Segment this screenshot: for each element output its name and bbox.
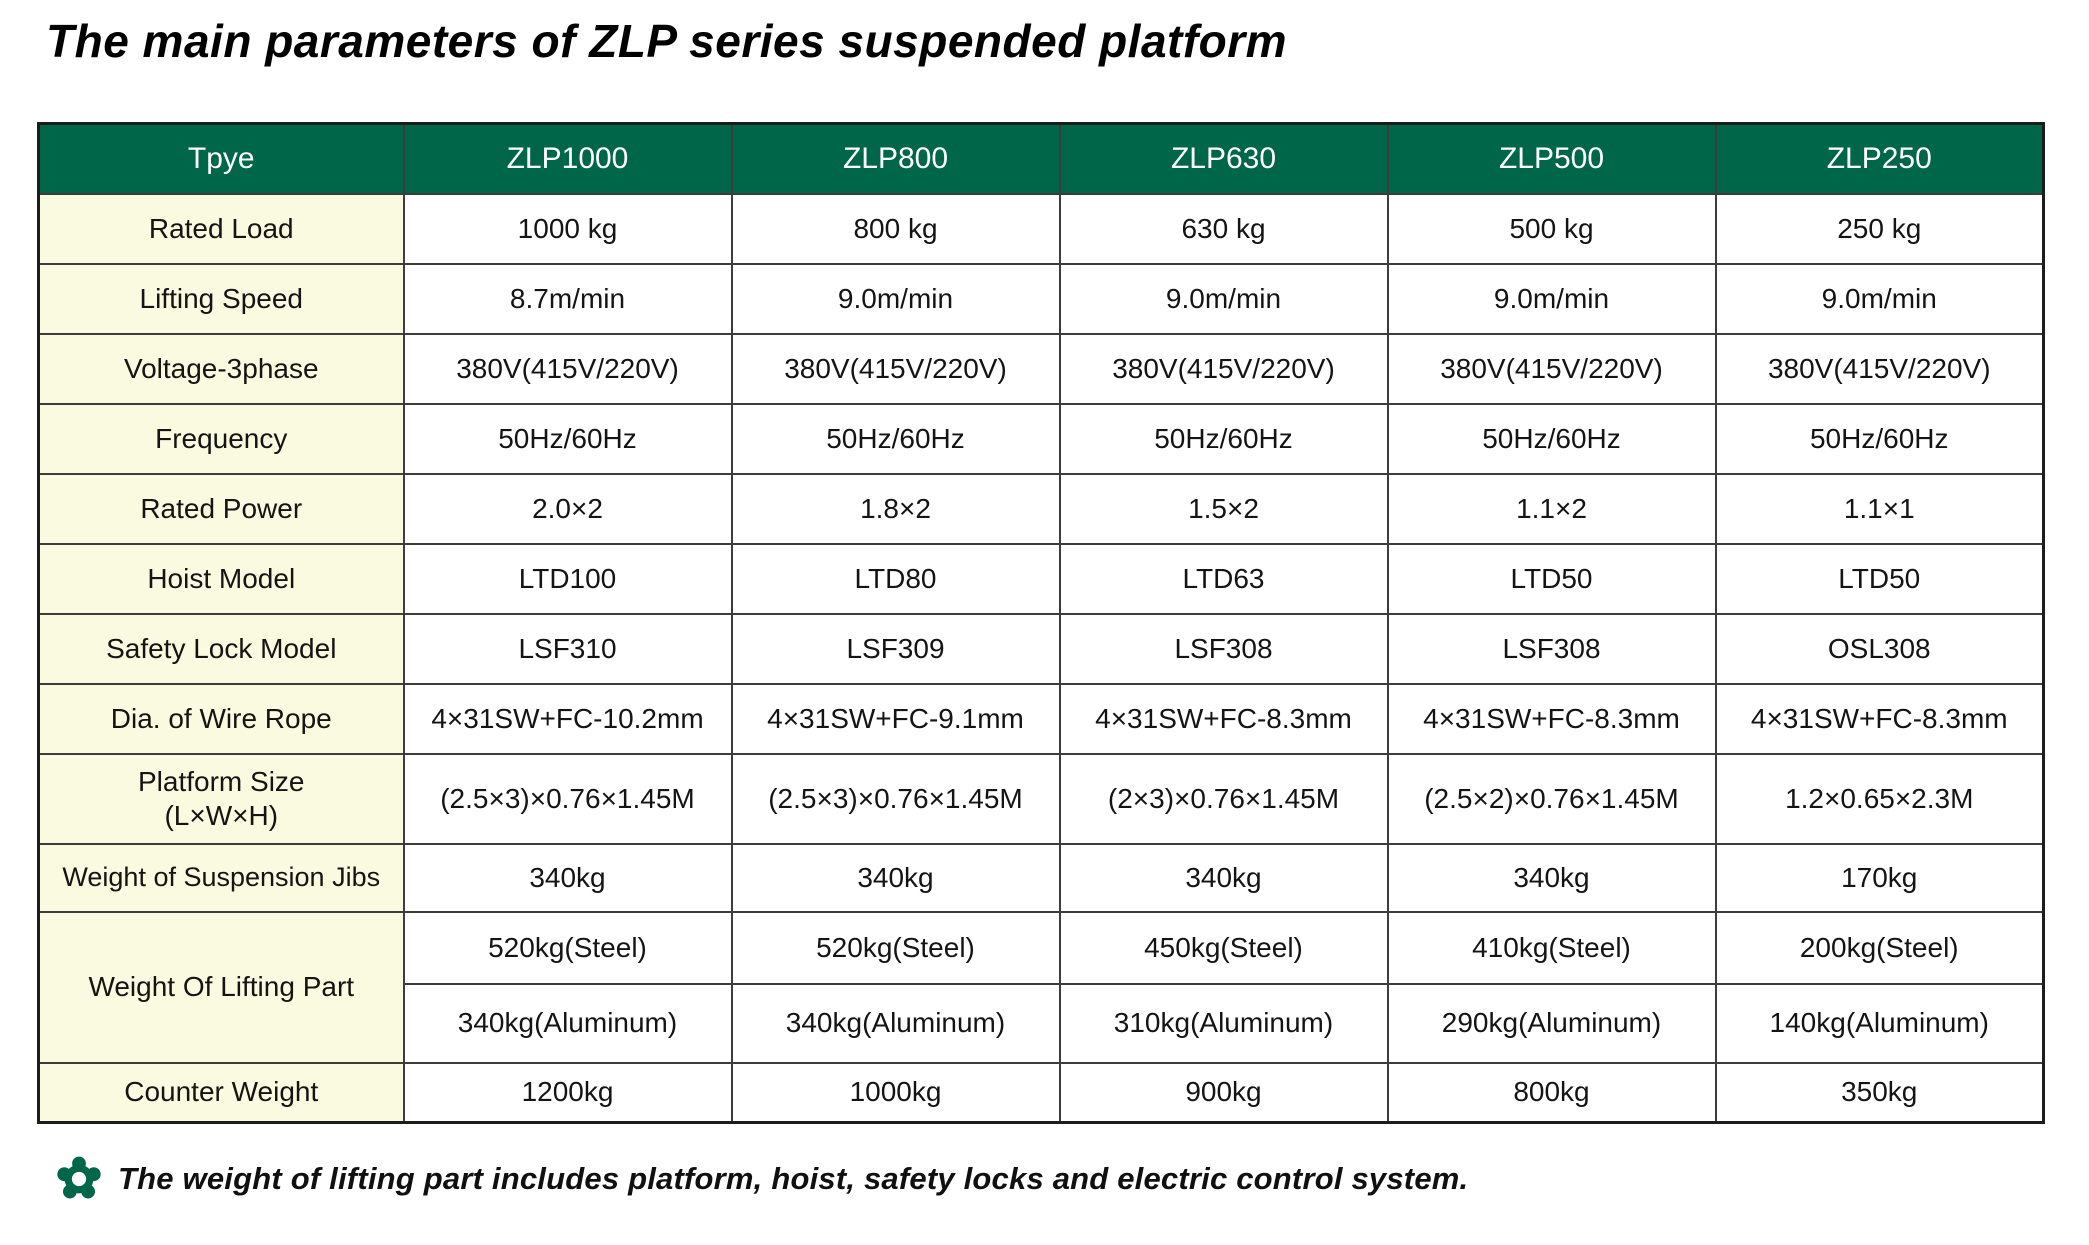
footnote: [56, 1156, 1468, 1202]
cell-voltage-zlp800: 380V(415V/220V): [732, 334, 1060, 404]
cell-frequency-zlp800: 50Hz/60Hz: [732, 404, 1060, 474]
cell-voltage-zlp1000: 380V(415V/220V): [404, 334, 732, 404]
page-title: The main parameters of ZLP series suspended platform: [46, 15, 1288, 67]
cell-frequency-zlp500: 50Hz/60Hz: [1388, 404, 1716, 474]
cell-rated-load-zlp800: 800 kg: [732, 194, 1060, 264]
table-row-safety-lock: [39, 614, 2044, 684]
cell-lifting-part-aluminum-zlp800: 340kg(Aluminum): [732, 984, 1060, 1063]
row-label-wire-rope: Dia. of Wire Rope: [39, 684, 404, 754]
cell-platform-size-zlp630: (2×3)×0.76×1.45M: [1060, 754, 1388, 844]
cell-hoist-model-zlp800: LTD80: [732, 544, 1060, 614]
cell-lifting-speed-zlp630: 9.0m/min: [1060, 264, 1388, 334]
spec-table: [37, 122, 2045, 1124]
row-label-suspension-jibs: Weight of Suspension Jibs: [39, 844, 404, 912]
cell-platform-size-zlp1000: (2.5×3)×0.76×1.45M: [404, 754, 732, 844]
cell-suspension-jibs-zlp500: 340kg: [1388, 844, 1716, 912]
row-label-frequency: Frequency: [39, 404, 404, 474]
cell-wire-rope-zlp800: 4×31SW+FC-9.1mm: [732, 684, 1060, 754]
cell-lifting-speed-zlp500: 9.0m/min: [1388, 264, 1716, 334]
table-row-rated-power: [39, 474, 2044, 544]
table-row-lifting-speed: [39, 264, 2044, 334]
cell-lifting-speed-zlp250: 9.0m/min: [1716, 264, 2044, 334]
col-header-zlp630: ZLP630: [1060, 124, 1388, 194]
cell-rated-load-zlp500: 500 kg: [1388, 194, 1716, 264]
col-header-zlp800: ZLP800: [732, 124, 1060, 194]
cell-suspension-jibs-zlp630: 340kg: [1060, 844, 1388, 912]
cell-counter-weight-zlp630: 900kg: [1060, 1063, 1388, 1123]
table-row-hoist-model: [39, 544, 2044, 614]
cell-lifting-part-steel-zlp800: 520kg(Steel): [732, 912, 1060, 984]
cell-rated-power-zlp250: 1.1×1: [1716, 474, 2044, 544]
cell-platform-size-zlp250: 1.2×0.65×2.3M: [1716, 754, 2044, 844]
cell-wire-rope-zlp500: 4×31SW+FC-8.3mm: [1388, 684, 1716, 754]
cell-hoist-model-zlp500: LTD50: [1388, 544, 1716, 614]
cell-rated-load-zlp250: 250 kg: [1716, 194, 2044, 264]
cell-counter-weight-zlp1000: 1200kg: [404, 1063, 732, 1123]
col-header-zlp500: ZLP500: [1388, 124, 1716, 194]
table-row-rated-load: [39, 194, 2044, 264]
cell-counter-weight-zlp800: 1000kg: [732, 1063, 1060, 1123]
footnote-text: The weight of lifting part includes platform, hoist, safety locks and electric control system.: [118, 1161, 1469, 1196]
cell-lifting-part-steel-zlp250: 200kg(Steel): [1716, 912, 2044, 984]
cell-platform-size-zlp800: (2.5×3)×0.76×1.45M: [732, 754, 1060, 844]
cell-suspension-jibs-zlp800: 340kg: [732, 844, 1060, 912]
row-label-rated-power: Rated Power: [39, 474, 404, 544]
cell-lifting-part-aluminum-zlp630: 310kg(Aluminum): [1060, 984, 1388, 1063]
cell-hoist-model-zlp630: LTD63: [1060, 544, 1388, 614]
cell-lifting-part-steel-zlp500: 410kg(Steel): [1388, 912, 1716, 984]
row-label-rated-load: Rated Load: [39, 194, 404, 264]
cell-lifting-part-steel-zlp1000: 520kg(Steel): [404, 912, 732, 984]
table-row-voltage: [39, 334, 2044, 404]
platform-size-label-line2: (L×W×H): [164, 799, 279, 831]
cell-wire-rope-zlp630: 4×31SW+FC-8.3mm: [1060, 684, 1388, 754]
table-row-lifting-part-steel: [39, 912, 2044, 984]
row-label-platform-size: [39, 754, 404, 844]
cell-platform-size-zlp500: (2.5×2)×0.76×1.45M: [1388, 754, 1716, 844]
cell-voltage-zlp250: 380V(415V/220V): [1716, 334, 2044, 404]
row-label-voltage: Voltage-3phase: [39, 334, 404, 404]
cell-hoist-model-zlp1000: LTD100: [404, 544, 732, 614]
table-row-suspension-jibs: [39, 844, 2044, 912]
cell-safety-lock-zlp800: LSF309: [732, 614, 1060, 684]
row-label-lifting-speed: Lifting Speed: [39, 264, 404, 334]
cell-rated-power-zlp630: 1.5×2: [1060, 474, 1388, 544]
row-label-counter-weight: Counter Weight: [39, 1063, 404, 1123]
cell-safety-lock-zlp250: OSL308: [1716, 614, 2044, 684]
col-header-zlp250: ZLP250: [1716, 124, 2044, 194]
cell-safety-lock-zlp500: LSF308: [1388, 614, 1716, 684]
table-row-platform-size: [39, 754, 2044, 844]
cell-frequency-zlp250: 50Hz/60Hz: [1716, 404, 2044, 474]
cell-lifting-part-aluminum-zlp500: 290kg(Aluminum): [1388, 984, 1716, 1063]
header-row: [39, 124, 2044, 194]
cell-voltage-zlp630: 380V(415V/220V): [1060, 334, 1388, 404]
cell-rated-load-zlp630: 630 kg: [1060, 194, 1388, 264]
cell-wire-rope-zlp1000: 4×31SW+FC-10.2mm: [404, 684, 732, 754]
table-row-frequency: [39, 404, 2044, 474]
cell-rated-power-zlp1000: 2.0×2: [404, 474, 732, 544]
cell-voltage-zlp500: 380V(415V/220V): [1388, 334, 1716, 404]
cell-counter-weight-zlp500: 800kg: [1388, 1063, 1716, 1123]
cell-suspension-jibs-zlp250: 170kg: [1716, 844, 2044, 912]
row-label-safety-lock: Safety Lock Model: [39, 614, 404, 684]
cell-hoist-model-zlp250: LTD50: [1716, 544, 2044, 614]
cell-rated-load-zlp1000: 1000 kg: [404, 194, 732, 264]
platform-size-label-line1: Platform Size: [138, 765, 305, 797]
col-header-type: Tpye: [39, 124, 404, 194]
cell-lifting-part-steel-zlp630: 450kg(Steel): [1060, 912, 1388, 984]
cell-counter-weight-zlp250: 350kg: [1716, 1063, 2044, 1123]
cell-suspension-jibs-zlp1000: 340kg: [404, 844, 732, 912]
gear-icon: [56, 1156, 102, 1202]
col-header-zlp1000: ZLP1000: [404, 124, 732, 194]
table-row-counter-weight: [39, 1063, 2044, 1123]
cell-safety-lock-zlp1000: LSF310: [404, 614, 732, 684]
cell-safety-lock-zlp630: LSF308: [1060, 614, 1388, 684]
cell-frequency-zlp1000: 50Hz/60Hz: [404, 404, 732, 474]
cell-wire-rope-zlp250: 4×31SW+FC-8.3mm: [1716, 684, 2044, 754]
table-row-wire-rope: [39, 684, 2044, 754]
cell-lifting-part-aluminum-zlp250: 140kg(Aluminum): [1716, 984, 2044, 1063]
row-label-hoist-model: Hoist Model: [39, 544, 404, 614]
row-label-lifting-part: Weight Of Lifting Part: [39, 912, 404, 1063]
cell-lifting-speed-zlp1000: 8.7m/min: [404, 264, 732, 334]
cell-lifting-speed-zlp800: 9.0m/min: [732, 264, 1060, 334]
cell-lifting-part-aluminum-zlp1000: 340kg(Aluminum): [404, 984, 732, 1063]
cell-rated-power-zlp800: 1.8×2: [732, 474, 1060, 544]
cell-rated-power-zlp500: 1.1×2: [1388, 474, 1716, 544]
cell-frequency-zlp630: 50Hz/60Hz: [1060, 404, 1388, 474]
